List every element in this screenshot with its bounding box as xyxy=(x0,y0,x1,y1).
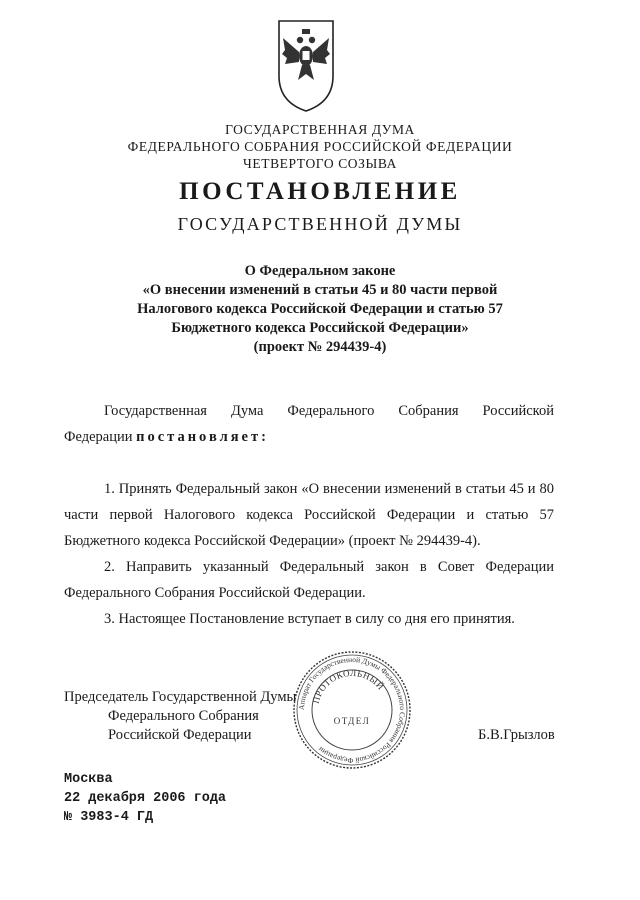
signatory-title-line3: Российской Федерации xyxy=(108,727,252,743)
signatory-title-line2: Федерального Собрания xyxy=(108,708,259,724)
coat-of-arms-emblem xyxy=(276,18,336,114)
subject-line3: Налогового кодекса Российской Федерации и статью 57 xyxy=(137,301,503,317)
official-seal-stamp xyxy=(290,648,414,772)
intro-word: Собрания xyxy=(398,403,459,419)
intro-word: Дума xyxy=(230,403,264,419)
document-title: ПОСТАНОВЛЕНИЕ xyxy=(179,178,461,205)
resolution-item-1: 1. Принять Федеральный закон «О внесении изменений в статьи 45 и 80 части первой Налогового кодекса Российской Федерации и статью 57 Бюджетного кодекса Российской Федерации» (проект № 294439-4). xyxy=(64,481,554,549)
signatory-title-line1: Председатель Государственной Думы xyxy=(64,689,297,705)
document-subtitle: ГОСУДАРСТВЕННОЙ ДУМЫ xyxy=(177,214,463,234)
decree-word: постановляет: xyxy=(136,429,269,445)
convocation-line: ЧЕТВЕРТОГО СОЗЫВА xyxy=(243,156,397,171)
subject-line5: (проект № 294439-4) xyxy=(253,339,387,355)
stamp-ring-text: Аппарат Государственной Думы Федерального Собрания Российской Федерации xyxy=(296,654,408,766)
footer-city: Москва xyxy=(64,772,113,787)
stamp-inner-text: ПРОТОКОЛЬНЫЙ xyxy=(310,667,387,705)
subject-line4: Бюджетного кодекса Российской Федерации» xyxy=(171,320,469,336)
org-name-line2: ФЕДЕРАЛЬНОГО СОБРАНИЯ РОССИЙСКОЙ ФЕДЕРАЦИИ xyxy=(127,139,513,154)
resolution-items xyxy=(64,476,554,632)
intro-word: Федерации xyxy=(64,429,133,445)
footer-date: 22 декабря 2006 года xyxy=(64,791,227,806)
resolution-item-3: 3. Настоящее Постановление вступает в силу со дня его принятия. xyxy=(104,611,515,627)
intro-word: Российской xyxy=(482,403,554,419)
org-name-line1: ГОСУДАРСТВЕННАЯ ДУМА xyxy=(225,122,415,137)
subject-line2: «О внесении изменений в статьи 45 и 80 части первой xyxy=(142,282,498,298)
signatory-name: Б.В.Грызлов xyxy=(478,727,555,743)
intro-paragraph xyxy=(64,398,554,450)
intro-word: Федерального xyxy=(287,403,375,419)
resolution-item-2: 2. Направить указанный Федеральный закон в Совет Федерации Федерального Собрания Российской Федерации. xyxy=(64,559,554,601)
stamp-center-text: ОТДЕЛ xyxy=(333,716,371,726)
subject-line1: О Федеральном законе xyxy=(244,263,396,279)
intro-word: Государственная xyxy=(104,403,207,419)
footer-number: № 3983-4 ГД xyxy=(64,810,154,825)
